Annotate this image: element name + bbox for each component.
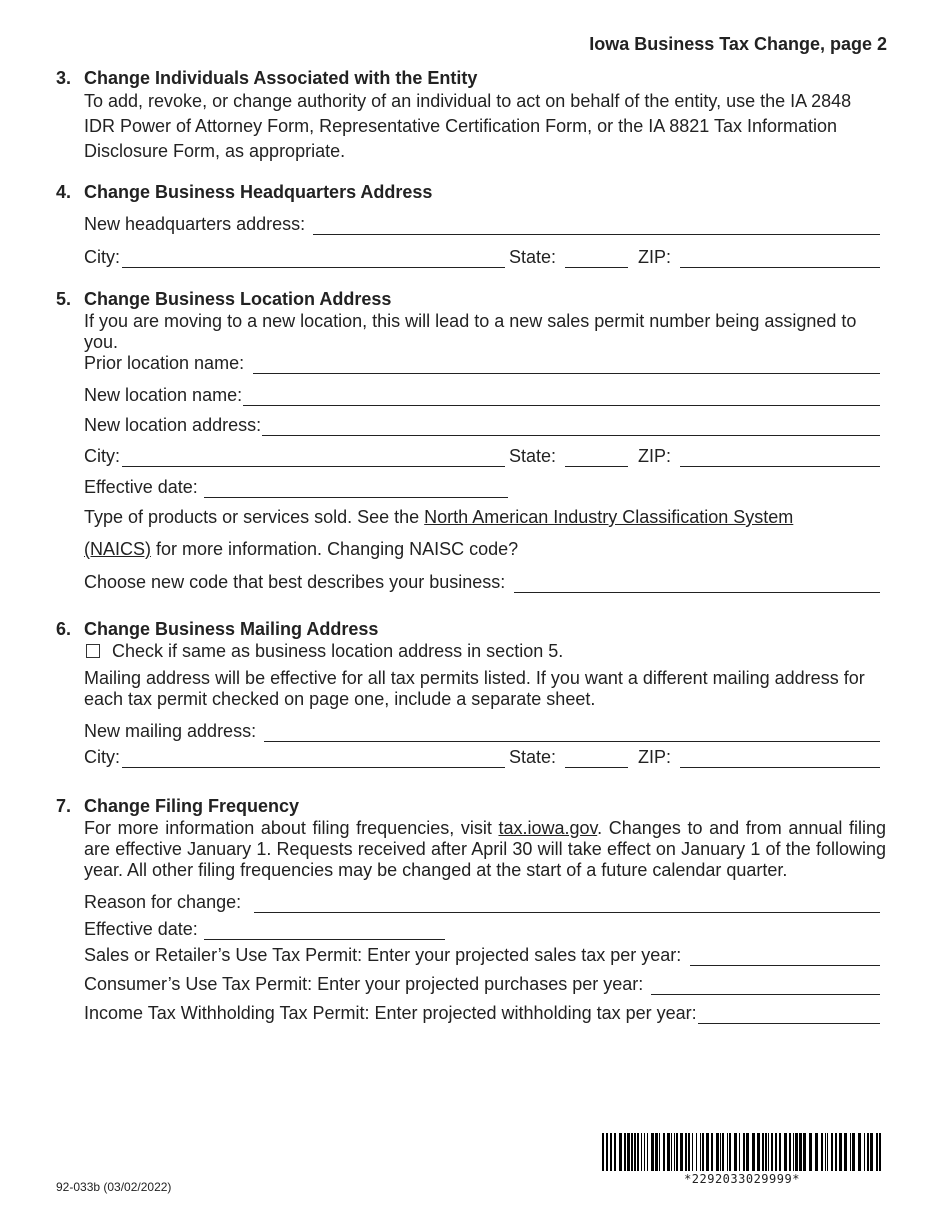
naics-link[interactable]: North American Industry Classification System <box>424 507 794 527</box>
location-city-label: City: <box>84 446 120 466</box>
section-7-text-a: For more information about filing frequencies, visit <box>84 818 499 838</box>
section-7-heading: Change Filing Frequency <box>84 796 300 816</box>
barcode-bar <box>746 1133 749 1171</box>
consumer-use-label: Consumer’s Use Tax Permit: Enter your projected purchases per year: <box>84 974 644 994</box>
section-5-number: 5. <box>56 289 72 309</box>
withholding-label: Income Tax Withholding Tax Permit: Enter projected withholding tax per year: <box>84 1003 697 1023</box>
same-address-checkbox-label: Check if same as business location address in section 5. <box>112 641 564 661</box>
barcode-bar <box>727 1133 728 1171</box>
consumer-use-field[interactable] <box>651 977 880 995</box>
hq-address-field[interactable] <box>313 217 880 235</box>
barcode-bar <box>757 1133 760 1171</box>
prior-location-label: Prior location name: <box>84 353 245 373</box>
barcode-bar <box>762 1133 764 1171</box>
barcode-bar <box>852 1133 855 1171</box>
barcode-bar <box>831 1133 833 1171</box>
hq-city-label: City: <box>84 247 120 267</box>
location-effective-date-field[interactable] <box>204 480 508 498</box>
barcode-bar <box>835 1133 837 1171</box>
location-city-row <box>84 445 880 467</box>
section-6-heading: Change Business Mailing Address <box>84 619 379 639</box>
naics-link-abbrev[interactable]: (NAICS) <box>84 539 151 559</box>
new-location-name-row <box>84 384 880 406</box>
barcode-bar <box>784 1133 787 1171</box>
barcode-bar <box>659 1133 660 1171</box>
barcode-bar <box>606 1133 608 1171</box>
barcode-bar <box>743 1133 745 1171</box>
hq-address-label: New headquarters address: <box>84 214 306 234</box>
section-7-text <box>84 818 886 881</box>
mailing-state-field[interactable] <box>565 750 628 768</box>
frequency-effective-date-label: Effective date: <box>84 919 198 939</box>
barcode <box>602 1133 882 1171</box>
barcode-bar <box>844 1133 847 1171</box>
mailing-zip-field[interactable] <box>680 750 880 768</box>
barcode-bar <box>634 1133 636 1171</box>
barcode-bar <box>676 1133 678 1171</box>
barcode-bar <box>619 1133 622 1171</box>
barcode-bar <box>674 1133 675 1171</box>
barcode-bar <box>685 1133 687 1171</box>
new-location-name-field[interactable] <box>243 388 880 406</box>
reason-label: Reason for change: <box>84 892 242 912</box>
barcode-bar <box>641 1133 642 1171</box>
withholding-row <box>84 1002 880 1024</box>
same-address-checkbox[interactable] <box>86 644 100 658</box>
section-6-text: Mailing address will be effective for all tax permits listed. If you want a different mailing address for each tax permit checked on page one, include a separate sheet. <box>84 668 865 709</box>
prior-location-row <box>84 352 880 374</box>
section-4-heading: Change Business Headquarters Address <box>84 182 433 202</box>
location-effective-date-label: Effective date: <box>84 477 198 497</box>
barcode-bar <box>827 1133 828 1171</box>
location-zip-label: ZIP: <box>638 446 672 466</box>
section-6-number: 6. <box>56 619 72 639</box>
location-zip-field[interactable] <box>680 449 880 467</box>
location-state-field[interactable] <box>565 449 628 467</box>
barcode-bar <box>739 1133 740 1171</box>
barcode-bar <box>793 1133 794 1171</box>
sales-tax-row <box>84 944 880 966</box>
barcode-bar <box>825 1133 826 1171</box>
barcode-bar <box>663 1133 665 1171</box>
new-code-label: Choose new code that best describes your business: <box>84 572 506 592</box>
location-state-label: State: <box>509 446 557 466</box>
barcode-bar <box>858 1133 861 1171</box>
new-code-row <box>84 571 880 593</box>
barcode-bar <box>867 1133 869 1171</box>
barcode-bar <box>876 1133 878 1171</box>
barcode-bar <box>702 1133 704 1171</box>
hq-city-row <box>84 246 880 268</box>
barcode-bar <box>870 1133 873 1171</box>
mailing-city-field[interactable] <box>122 750 505 768</box>
location-city-field[interactable] <box>122 449 505 467</box>
barcode-bar <box>879 1133 881 1171</box>
barcode-bar <box>799 1133 802 1171</box>
hq-address-row <box>84 213 880 235</box>
naics-change-text: for more information. Changing NAISC code? <box>151 539 519 559</box>
hq-city-field[interactable] <box>122 250 505 268</box>
mailing-city-row <box>84 746 880 768</box>
barcode-bar <box>722 1133 724 1171</box>
barcode-bar <box>655 1133 658 1171</box>
prior-location-field[interactable] <box>253 356 880 374</box>
hq-state-label: State: <box>509 247 557 267</box>
barcode-bar <box>779 1133 781 1171</box>
section-3-number: 3. <box>56 68 72 88</box>
sales-tax-label: Sales or Retailer’s Use Tax Permit: Enter your projected sales tax per year: <box>84 945 682 965</box>
barcode-bar <box>706 1133 709 1171</box>
mailing-address-field[interactable] <box>264 724 880 742</box>
section-3-text: To add, revoke, or change authority of an individual to act on behalf of the entity, use the IA 2848 IDR Power of Attorney Form, Representative Certification Form, or the IA 8821 Tax Information Disclosure Form, as appropriate. <box>84 91 852 161</box>
barcode-bar <box>637 1133 639 1171</box>
barcode-bar <box>734 1133 737 1171</box>
barcode-bar <box>752 1133 755 1171</box>
barcode-bar <box>729 1133 731 1171</box>
barcode-bar <box>803 1133 806 1171</box>
section-7-number: 7. <box>56 796 72 816</box>
barcode-bar <box>771 1133 773 1171</box>
barcode-bar <box>809 1133 812 1171</box>
barcode-text: *2292033029999* <box>684 1172 800 1186</box>
mailing-state-label: State: <box>509 747 557 767</box>
barcode-bar <box>789 1133 791 1171</box>
barcode-bar <box>651 1133 654 1171</box>
new-location-address-label: New location address: <box>84 415 262 435</box>
barcode-bar <box>815 1133 818 1171</box>
barcode-bar <box>647 1133 648 1171</box>
barcode-bar <box>765 1133 767 1171</box>
barcode-bar <box>688 1133 690 1171</box>
hq-zip-label: ZIP: <box>638 247 672 267</box>
reason-row <box>84 891 880 913</box>
barcode-bar <box>768 1133 769 1171</box>
barcode-bar <box>716 1133 719 1171</box>
new-code-field[interactable] <box>514 575 880 593</box>
barcode-bar <box>720 1133 721 1171</box>
tax-iowa-gov-link[interactable]: tax.iowa.gov <box>498 818 598 838</box>
barcode-bar <box>624 1133 626 1171</box>
naics-text-line-1 <box>84 507 793 528</box>
barcode-bar <box>602 1133 604 1171</box>
location-effective-date-row <box>84 476 508 498</box>
new-location-name-label: New location name: <box>84 385 243 405</box>
barcode-bar <box>627 1133 630 1171</box>
barcode-bar <box>610 1133 612 1171</box>
barcode-bar <box>795 1133 798 1171</box>
barcode-bar <box>775 1133 777 1171</box>
mailing-zip-label: ZIP: <box>638 747 672 767</box>
barcode-bar <box>671 1133 672 1171</box>
products-services-text: Type of products or services sold. See the <box>84 507 425 527</box>
mailing-address-row <box>84 720 880 742</box>
barcode-bar <box>696 1133 697 1171</box>
reason-field[interactable] <box>254 895 880 913</box>
frequency-effective-date-row <box>84 918 445 940</box>
barcode-bar <box>631 1133 633 1171</box>
withholding-field[interactable] <box>698 1006 880 1024</box>
naics-text-line-2 <box>84 539 518 560</box>
barcode-bar <box>680 1133 683 1171</box>
sales-tax-field[interactable] <box>690 948 880 966</box>
barcode-bar <box>667 1133 670 1171</box>
barcode-bar <box>821 1133 823 1171</box>
barcode-bar <box>864 1133 865 1171</box>
same-address-checkbox-row <box>86 641 563 662</box>
section-4-number: 4. <box>56 182 72 202</box>
new-location-address-field[interactable] <box>262 418 880 436</box>
barcode-bar <box>850 1133 851 1171</box>
mailing-city-label: City: <box>84 747 120 767</box>
barcode-bar <box>700 1133 701 1171</box>
consumer-use-row <box>84 973 880 995</box>
hq-state-field[interactable] <box>565 250 628 268</box>
mailing-address-label: New mailing address: <box>84 721 257 741</box>
frequency-effective-date-field[interactable] <box>204 922 445 940</box>
page-title: Iowa Business Tax Change, page 2 <box>589 34 887 54</box>
barcode-bar <box>839 1133 842 1171</box>
new-location-address-row <box>84 414 880 436</box>
barcode-bar <box>644 1133 645 1171</box>
section-7-text-b: . Changes to and from annual filing are effective January 1. Requests received after April 30 will take effect on January 1 of the following year. All other filing frequencies may be changed at the start of a future calendar quarter. <box>84 818 886 880</box>
hq-zip-field[interactable] <box>680 250 880 268</box>
section-3-heading: Change Individuals Associated with the Entity <box>84 68 478 88</box>
barcode-bar <box>614 1133 616 1171</box>
form-code: 92-033b (03/02/2022) <box>56 1180 172 1194</box>
section-5-heading: Change Business Location Address <box>84 289 392 309</box>
section-5-text: If you are moving to a new location, this will lead to a new sales permit number being assigned to you. <box>84 311 857 352</box>
barcode-bar <box>711 1133 713 1171</box>
barcode-bar <box>692 1133 693 1171</box>
